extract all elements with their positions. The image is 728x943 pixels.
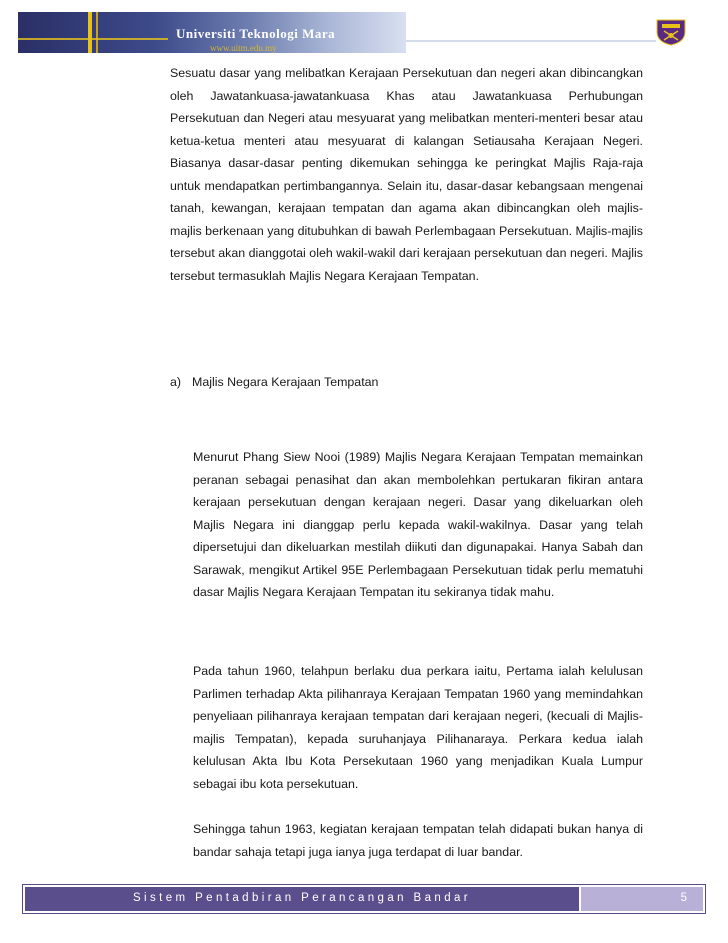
university-name: Universiti Teknologi Mara bbox=[176, 26, 336, 41]
footer-title-panel bbox=[25, 887, 579, 911]
banner-stripe bbox=[88, 12, 92, 53]
section-paragraph-3: Sehingga tahun 1963, kegiatan kerajaan tempatan telah didapati bukan hanya di bandar sahaja tetapi juga ianya juga terdapat di luar bandar. bbox=[193, 822, 643, 859]
section-paragraph-1: Menurut Phang Siew Nooi (1989) Majlis Negara Kerajaan Tempatan memainkan peranan sebagai penasihat dan akan membolehkan pertukaran fikiran antara kerajaan persekutuan dengan kerajaan negeri. Dasar yang dikeluarkan oleh Majlis Negara ini dianggap perlu kepada wakil-wakilnya. Dasar yang telah dipersetujui dan dikeluarkan mestilah diikuti dan digunapakai. Hanya Sabah dan Sarawak, mengikut Artikel 95E Perlembagaan Persekutuan tidak perlu mematuhi dasar Majlis Negara Kerajaan Tempatan itu sekiranya tidak mahu. bbox=[193, 450, 643, 600]
section-title: Majlis Negara Kerajaan Tempatan bbox=[192, 375, 379, 389]
footer-title: Sistem Pentadbiran Perancangan Bandar bbox=[132, 892, 472, 904]
intro-paragraph: Sesuatu dasar yang melibatkan Kerajaan Persekutuan dan negeri akan dibincangkan oleh Jawatankuasa-jawatankuasa Khas atau Jawatankuasa Perhubungan Persekutuan dan Negeri atau mesyuarat yang melibatkan menteri-menteri besar atau ketua-ketua menteri atau mesyuarat di kalangan Setiausaha Kerajaan Negeri. Biasanya dasar-dasar penting dikemukan sehingga ke peringkat Majlis Raja-raja untuk mendapatkan pertimbangannya. Selain itu, dasar-dasar kebangsaan mengenai tanah, kewangan, kerajaan tempatan dan agama akan dibincangkan oleh majlis-majlis berkenaan yang ditubuhkan di bawah Perlembagaan Persekutuan. Majlis-majlis tersebut akan dianggotai oleh wakil-wakil dari kerajaan persekutuan dan negeri. Majlis tersebut termasuklah Majlis Negara Kerajaan Tempatan. bbox=[170, 66, 643, 283]
section-paragraph-2: Pada tahun 1960, telahpun berlaku dua perkara iaitu, Pertama ialah kelulusan Parlimen terhadap Akta pilihanraya Kerajaan Tempatan 1960 yang memindahkan penyeliaan pilihanraya kerajaan tempatan dari kerajaan negeri, (kecuali di Majlis-majlis Tempatan), kepada suruhanjaya Pilihanaraya. Perkara kedua ialah kelulusan Akta Ibu Kota Persekutaan 1960 yang menjadikan Kuala Lumpur sebagai ibu kota persekutuan. bbox=[193, 664, 643, 791]
main-content bbox=[170, 58, 643, 287]
university-website: www.uitm.edu.my bbox=[210, 43, 277, 53]
header-rule bbox=[406, 40, 656, 42]
footer-page-panel bbox=[581, 887, 703, 911]
section-letter: a) bbox=[170, 375, 182, 389]
header-banner bbox=[18, 12, 406, 53]
page-number: 5 bbox=[680, 892, 687, 904]
section-heading bbox=[170, 375, 378, 389]
page-footer bbox=[22, 884, 706, 914]
banner-stripe-thin bbox=[96, 12, 98, 53]
university-crest-icon bbox=[654, 18, 688, 46]
banner-line bbox=[18, 38, 168, 40]
